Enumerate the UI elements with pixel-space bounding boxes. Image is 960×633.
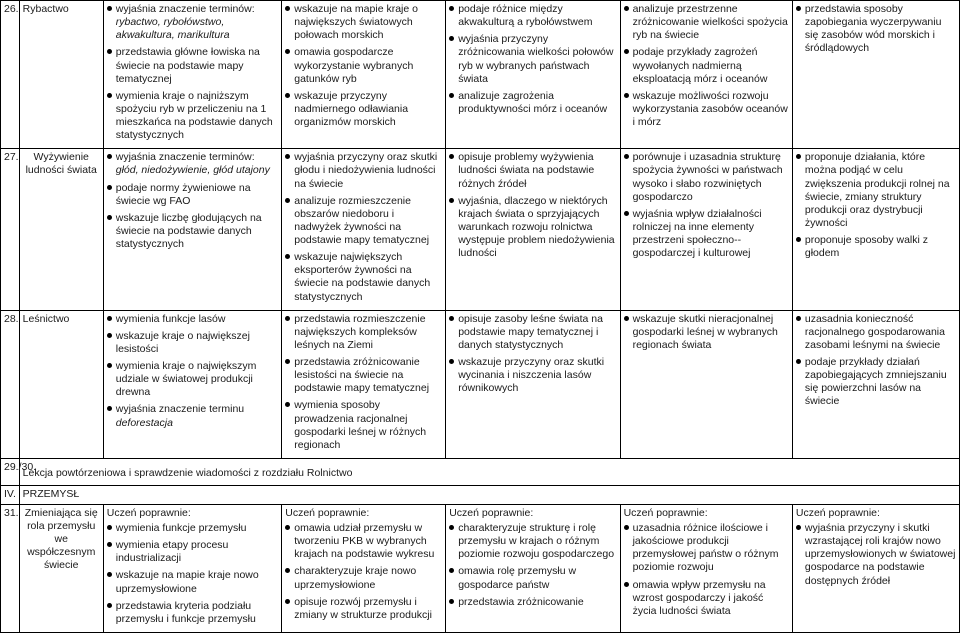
- uczen-label: Uczeń poprawnie:: [795, 506, 880, 519]
- criterion-item: wyjaśnia znaczenie terminów:: [107, 151, 279, 164]
- criterion-item: proponuje sposoby walki z głodem: [796, 234, 956, 260]
- criteria-cell: [103, 310, 282, 458]
- criterion-item: przedstawia rozmieszczenie największych kompleksów leśnych na Ziemi: [285, 313, 442, 352]
- criterion-item: wymienia funkcje przemysłu: [107, 522, 279, 535]
- lesson-title: Zmieniająca się rola przemysłu we współczesnym świecie: [19, 504, 103, 632]
- criterion-item: wyjaśnia przyczyny i skutki wzrastającej roli krajów nowo uprzemysłowionych w światowej gospodarce na podstawie dostępnych źródeł: [796, 522, 956, 588]
- criteria-list: [285, 3, 442, 129]
- lesson-title: Leśnictwo: [19, 310, 103, 458]
- criteria-list: [796, 151, 956, 260]
- criteria-cell: [620, 1, 792, 149]
- criterion-item: podaje normy żywieniowe na świecie wg FAO: [107, 182, 279, 208]
- criteria-cell: [446, 504, 620, 632]
- criterion-item: przedstawia zróżnicowanie lesistości na świecie na podstawie mapy tematycznej: [285, 356, 442, 395]
- criterion-item: charakteryzuje kraje nowo uprzemysłowione: [285, 565, 442, 591]
- lesson-row: [1, 1, 960, 149]
- criterion-item: opisuje rozwój przemysłu i zmiany w strukturze produkcji: [285, 596, 442, 622]
- criterion-item: omawia rolę przemysłu w gospodarce państw: [449, 565, 616, 591]
- criterion-item: wymienia kraje o największym udziale w światowej produkcji drewna: [107, 360, 279, 399]
- criterion-item: wyjaśnia, dlaczego w niektórych krajach świata o sprzyjających warunkach rozwoju rolnictwa występuje problem niedożywienia ludności: [449, 195, 616, 261]
- criterion-item: wskazuje kraje o największej lesistości: [107, 330, 279, 356]
- criteria-list: [107, 151, 279, 251]
- uczen-label: Uczeń poprawnie:: [449, 506, 534, 519]
- criteria-list: [449, 522, 616, 609]
- criterion-item: wyjaśnia znaczenie terminu: [107, 403, 279, 416]
- criterion-item: wymienia sposoby prowadzenia racjonalnej gospodarki leśnej w różnych regionach: [285, 399, 442, 452]
- criterion-item: deforestacja: [115, 416, 173, 429]
- section-title: PRZEMYSŁ: [19, 485, 959, 504]
- criteria-list: [624, 313, 789, 352]
- criteria-cell: [282, 149, 446, 310]
- criterion-item: wymienia etapy procesu industrializacji: [107, 539, 279, 565]
- criterion-item: podaje przykłady zagrożeń wywołanych nadmierną eksploatacją mórz i oceanów: [624, 46, 789, 85]
- criteria-cell: [792, 310, 959, 458]
- criterion-item: uzasadnia różnice ilościowe i jakościowe produkcji przemysłowej państw o różnym poziomie rozwoju: [624, 522, 789, 575]
- criterion-item: wskazuje największych eksporterów żywności na świecie na podstawie danych statystycznych: [285, 251, 442, 304]
- criterion-item: omawia udział przemysłu w tworzeniu PKB w wybranych krajach na podstawie wykresu: [285, 522, 442, 561]
- criteria-cell: [446, 149, 620, 310]
- criterion-item: wskazuje skutki nieracjonalnej gospodarki leśnej w wybranych regionach świata: [624, 313, 789, 352]
- criterion-item: przedstawia główne łowiska na świecie na podstawie mapy tematycznej: [107, 46, 279, 85]
- criteria-list: [107, 3, 279, 142]
- criteria-cell: [620, 504, 792, 632]
- criterion-item: wskazuje liczbę głodujących na świecie na podstawie danych statystycznych: [107, 212, 279, 251]
- criteria-list: [107, 313, 279, 430]
- criterion-item: wskazuje na mapie kraje nowo uprzemysłowione: [107, 569, 279, 595]
- criterion-item: przedstawia zróżnicowanie: [449, 596, 616, 609]
- criterion-item: podaje przykłady działań zapobiegających zmniejszaniu się powierzchni lasów na świecie: [796, 356, 956, 409]
- criterion-item: wyjaśnia wpływ działalności rolniczej na inne elementy przestrzeni społeczno--gospodarczej i kulturowej: [624, 208, 789, 261]
- criteria-list: [107, 522, 279, 626]
- criteria-list: [624, 3, 789, 129]
- criterion-item: przedstawia kryteria podziału przemysłu i funkcje przemysłu: [107, 600, 279, 626]
- criteria-list: [796, 3, 956, 56]
- review-row: [1, 458, 960, 485]
- uczen-label: Uczeń poprawnie:: [106, 506, 191, 519]
- uczen-label: Uczeń poprawnie:: [285, 506, 370, 519]
- criterion-item: opisuje problemy wyżywienia ludności świata na podstawie różnych źródeł: [449, 151, 616, 190]
- criteria-cell: [792, 504, 959, 632]
- criteria-list: [449, 151, 616, 260]
- lesson-row: [1, 149, 960, 310]
- criteria-list: [285, 522, 442, 622]
- criterion-item: omawia gospodarcze wykorzystanie wybranych gatunków ryb: [285, 46, 442, 85]
- criteria-cell: [446, 310, 620, 458]
- criteria-list: [449, 313, 616, 396]
- uczen-label: Uczeń poprawnie:: [623, 506, 708, 519]
- criterion-item: porównuje i uzasadnia strukturę spożycia żywności w państwach wysoko i słabo rozwiniętych gospodarczo: [624, 151, 789, 204]
- criteria-list: [285, 151, 442, 303]
- criterion-item: wyjaśnia znaczenie terminów:: [107, 3, 279, 16]
- criteria-cell: [620, 149, 792, 310]
- lesson-row: [1, 504, 960, 632]
- review-text: Lekcja powtórzeniowa i sprawdzenie wiadomości z rozdziału Rolnictwo: [19, 458, 959, 485]
- section-row: [1, 485, 960, 504]
- lesson-number: 28.: [1, 310, 20, 458]
- criteria-list: [624, 522, 789, 618]
- criteria-list: [624, 151, 789, 260]
- lesson-row: [1, 310, 960, 458]
- criteria-list: [796, 313, 956, 409]
- criteria-list: [285, 313, 442, 452]
- criteria-cell: [282, 310, 446, 458]
- criteria-cell: [282, 1, 446, 149]
- criterion-item: wskazuje możliwości rozwoju wykorzystania zasobów oceanów i mórz: [624, 90, 789, 129]
- criterion-item: wymienia kraje o najniższym spożyciu ryb w przeliczeniu na 1 mieszkańca na podstawie danych statystycznych: [107, 90, 279, 143]
- criterion-item: omawia wpływ przemysłu na wzrost gospodarczy i jakość życia ludności świata: [624, 579, 789, 618]
- criteria-list: [796, 522, 956, 588]
- criterion-item: analizuje rozmieszczenie obszarów niedoboru i nadwyżek żywności na podstawie mapy tematycznej: [285, 195, 442, 248]
- criteria-list: [449, 3, 616, 116]
- lesson-title: Rybactwo: [19, 1, 103, 149]
- criteria-cell: [103, 1, 282, 149]
- criterion-item: proponuje działania, które można podjąć w celu zwiększenia produkcji rolnej na świecie, zmiany struktury produkcji oraz dystrybucji żywności: [796, 151, 956, 230]
- criteria-cell: [792, 1, 959, 149]
- lesson-number: 26.: [1, 1, 20, 149]
- criterion-item: podaje różnice między akwakulturą a rybołówstwem: [449, 3, 616, 29]
- criteria-cell: [792, 149, 959, 310]
- criteria-cell: [103, 149, 282, 310]
- section-number: IV.: [1, 485, 20, 504]
- criterion-item: wskazuje przyczyny oraz skutki wycinania i niszczenia lasów równikowych: [449, 356, 616, 395]
- criterion-item: wskazuje przyczyny nadmiernego odławiania organizmów morskich: [285, 90, 442, 129]
- lesson-number: 31.: [1, 504, 20, 632]
- criterion-item: przedstawia sposoby zapobiegania wyczerpywaniu się zasobów wód morskich i śródlądowych: [796, 3, 956, 56]
- criteria-cell: [103, 504, 282, 632]
- criterion-item: wyjaśnia przyczyny zróżnicowania wielkości połowów ryb w wybranych państwach świata: [449, 33, 616, 86]
- criterion-item: analizuje zagrożenia produktywności mórz i oceanów: [449, 90, 616, 116]
- lesson-number: 27.: [1, 149, 20, 310]
- lesson-number: 29./30.: [1, 458, 20, 485]
- criteria-cell: [282, 504, 446, 632]
- criterion-item: opisuje zasoby leśne świata na podstawie mapy tematycznej i danych statystycznych: [449, 313, 616, 352]
- lesson-title: Wyżywienie ludności świata: [19, 149, 103, 310]
- criterion-item: wskazuje na mapie kraje o największych światowych połowach morskich: [285, 3, 442, 42]
- criterion-item: analizuje przestrzenne zróżnicowanie wielkości spożycia ryb na świecie: [624, 3, 789, 42]
- criterion-item: charakteryzuje strukturę i rolę przemysłu w krajach o różnym poziomie rozwoju gospodarczego: [449, 522, 616, 561]
- criterion-item: wymienia funkcje lasów: [107, 313, 279, 326]
- criterion-item: rybactwo, rybołówstwo, akwakultura, marikultura: [115, 16, 230, 42]
- criteria-cell: [620, 310, 792, 458]
- criteria-cell: [446, 1, 620, 149]
- criterion-item: uzasadnia konieczność racjonalnego gospodarowania zasobami leśnymi na świecie: [796, 313, 956, 352]
- criterion-item: wyjaśnia przyczyny oraz skutki głodu i niedożywienia ludności na świecie: [285, 151, 442, 190]
- criterion-item: głód, niedożywienie, głód utajony: [115, 164, 270, 177]
